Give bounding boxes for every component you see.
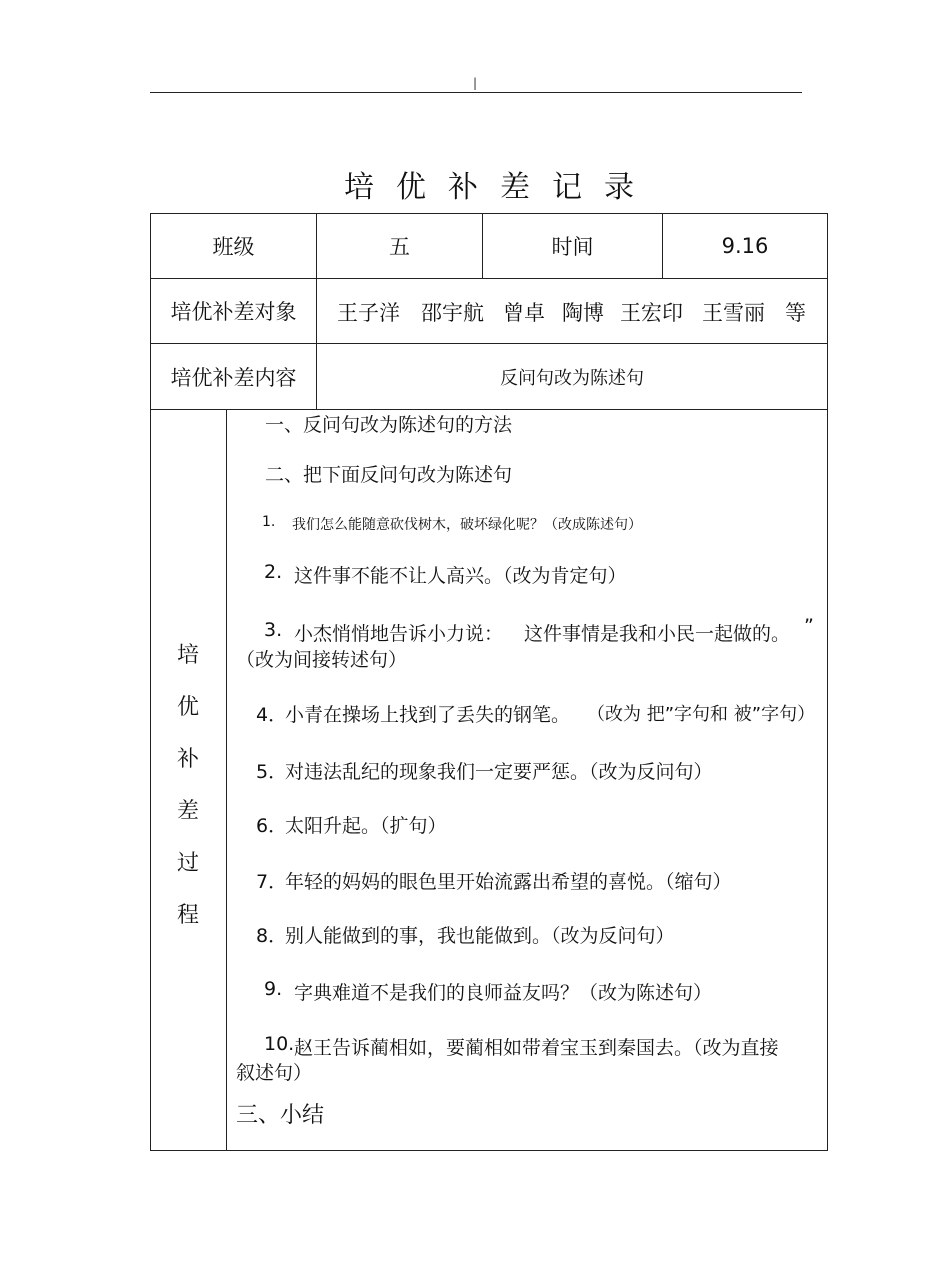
content-value: 反问句改为陈述句 — [500, 367, 644, 389]
exercise-number: 8． — [256, 925, 288, 947]
document-title: 培优补差记录 — [344, 170, 656, 205]
student-name: 王子洋 — [337, 301, 400, 325]
section-heading: 一、反问句改为陈述句的方法 — [265, 414, 513, 436]
exercise-number: 10. — [264, 1033, 295, 1055]
exercise-number: 4． — [256, 704, 288, 726]
exercise-text: 赵王告诉蔺相如，要蔺相如带着宝玉到秦国去。（改为直接 — [294, 1037, 779, 1059]
exercise-text-continued: 叙述句） — [236, 1062, 313, 1084]
exercise-text: 小杰悄悄地告诉小力说： — [294, 623, 504, 645]
exercise-text-continued: （改为间接转述句） — [236, 649, 408, 671]
exercise-text: 太阳升起。（扩句） — [285, 815, 447, 837]
col-divider — [226, 409, 227, 1151]
exercise-quote: 这件事情是我和小民一起做的。 — [524, 623, 791, 645]
process-side-label — [151, 630, 225, 942]
section-heading: 三、小结 — [236, 1103, 325, 1128]
time-label: 时间 — [551, 235, 594, 259]
header-mark: | — [473, 76, 478, 90]
exercise-text: 年轻的妈妈的眼色里开始流露出希望的喜悦。（缩句） — [285, 871, 732, 893]
exercise-text: 我们怎么能随意砍伐树木，破坏绿化呢？（改成陈述句） — [292, 517, 642, 533]
exercise-number: 5． — [256, 761, 288, 783]
student-name: 等 — [785, 301, 806, 325]
time-value: 9.16 — [721, 234, 769, 258]
exercise-number: 7． — [256, 871, 288, 893]
student-name: 邵宇航 — [421, 301, 484, 325]
exercise-text: 字典难道不是我们的良师益友吗？（改为陈述句） — [294, 982, 713, 1004]
exercise-text: 对违法乱纪的现象我们一定要严惩。（改为反问句） — [285, 761, 713, 783]
header-rule — [150, 92, 802, 93]
exercise-quote-close: ” — [804, 615, 814, 637]
student-name: 陶博 — [562, 301, 604, 325]
content-label: 培优补差内容 — [170, 365, 297, 390]
exercise-number: 1. — [262, 514, 276, 530]
student-name: 王宏印 — [620, 301, 683, 325]
exercise-number: 3. — [264, 619, 283, 641]
exercise-number: 2. — [264, 561, 283, 583]
exercise-text: 这件事不能不让人高兴。（改为肯定句） — [294, 565, 627, 587]
exercise-number: 6． — [256, 815, 288, 837]
class-label: 班级 — [212, 235, 255, 259]
exercise-text: 小青在操场上找到了丢失的钢笔。 — [285, 704, 571, 726]
students-label: 培优补差对象 — [170, 300, 297, 324]
process-label-char: 差 — [176, 799, 199, 824]
section-heading: 二、把下面反问句改为陈述句 — [265, 464, 513, 486]
exercise-text: 别人能做到的事，我也能做到。（改为反问句） — [285, 925, 675, 947]
process-label-char: 培 — [176, 643, 199, 668]
process-label-char: 优 — [176, 695, 199, 720]
student-name: 王雪丽 — [702, 301, 765, 325]
student-name: 曾卓 — [503, 301, 545, 325]
exercise-note: （改为 把”字句和 被”字句） — [587, 704, 816, 725]
process-label-char: 过 — [176, 851, 199, 876]
process-label-char: 补 — [176, 747, 199, 772]
process-label-char: 程 — [176, 903, 199, 928]
exercise-number: 9. — [264, 978, 283, 1000]
class-value: 五 — [389, 235, 410, 259]
